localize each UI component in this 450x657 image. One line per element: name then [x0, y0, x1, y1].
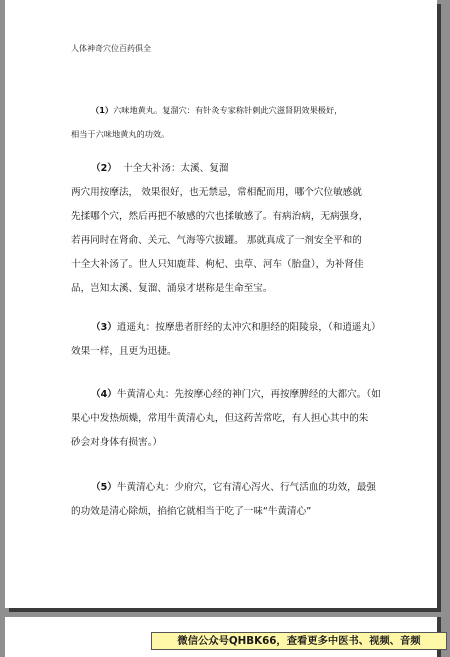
- paragraph-line: 十全大补汤了。世人只知鹿茸、枸杞、虫草、河车（胎盘），为补肾佳: [71, 259, 364, 270]
- paragraph-line: 果心中发热烦燥，常用牛黄清心丸，但这药苦常吃，有人担心其中的朱: [71, 413, 369, 424]
- wechat-banner: 微信公众号QHBK66，查看更多中医书、视频、音频: [151, 632, 447, 650]
- paragraph-number: （4）: [91, 389, 117, 400]
- paragraph-line: 两穴用按摩法， 效果很好，也无禁忌，常相配而用，哪个穴位敏感就: [71, 187, 362, 198]
- paragraph-line: 品，岂知太溪、复溜、涌泉才堪称是生命至宝。: [71, 283, 273, 294]
- paragraph-4: [71, 383, 389, 455]
- paragraph-number: （1）: [91, 105, 114, 115]
- page-header: 人体神奇穴位百药俱全: [71, 44, 151, 53]
- paragraph-line: 十全大补汤：太溪、复溜: [122, 163, 229, 174]
- paragraph-number: （5）: [91, 482, 117, 493]
- document-page: [5, 0, 437, 608]
- paragraph-number: （3）: [91, 322, 117, 333]
- paragraph-line: 牛黄清心丸：少府穴，它有清心泻火、行气活血的功效，最强: [116, 482, 376, 493]
- paragraph-line: 牛黄清心丸：先按摩心经的神门穴，再按摩脾经的大都穴。（如: [116, 389, 381, 400]
- paragraph-line: 若再同时在肾俞、关元、气海等穴拔罐。 那就真成了一剂安全平和的: [71, 235, 362, 246]
- paragraph-1: [71, 98, 389, 146]
- paragraph-number: （2）: [91, 163, 117, 174]
- paragraph-3: [71, 316, 389, 364]
- paragraph-line: 逍遥丸：按摩患者肝经的太冲穴和胆经的阳陵泉，（和逍遥丸）: [116, 322, 381, 333]
- paragraph-line: 相当于六味地黄丸的功效。: [71, 129, 170, 139]
- paragraph-5: [71, 476, 389, 524]
- paragraph-line: 效果一样，且更为迅捷。: [71, 346, 177, 357]
- paragraph-line: 的功效是清心除烦，掐掐它就相当于吃了一味“牛黄清心”: [71, 506, 312, 517]
- paragraph-2: [71, 157, 389, 301]
- paragraph-line: 先揉哪个穴，然后再把不敏感的穴也揉敏感了。有病治病，无病强身，: [71, 211, 369, 222]
- paragraph-line: 六味地黄丸。复溜穴：有针灸专家称针刺此穴滋肾阴效果极好，: [113, 105, 343, 115]
- paragraph-line: 砂会对身体有损害。）: [71, 437, 163, 448]
